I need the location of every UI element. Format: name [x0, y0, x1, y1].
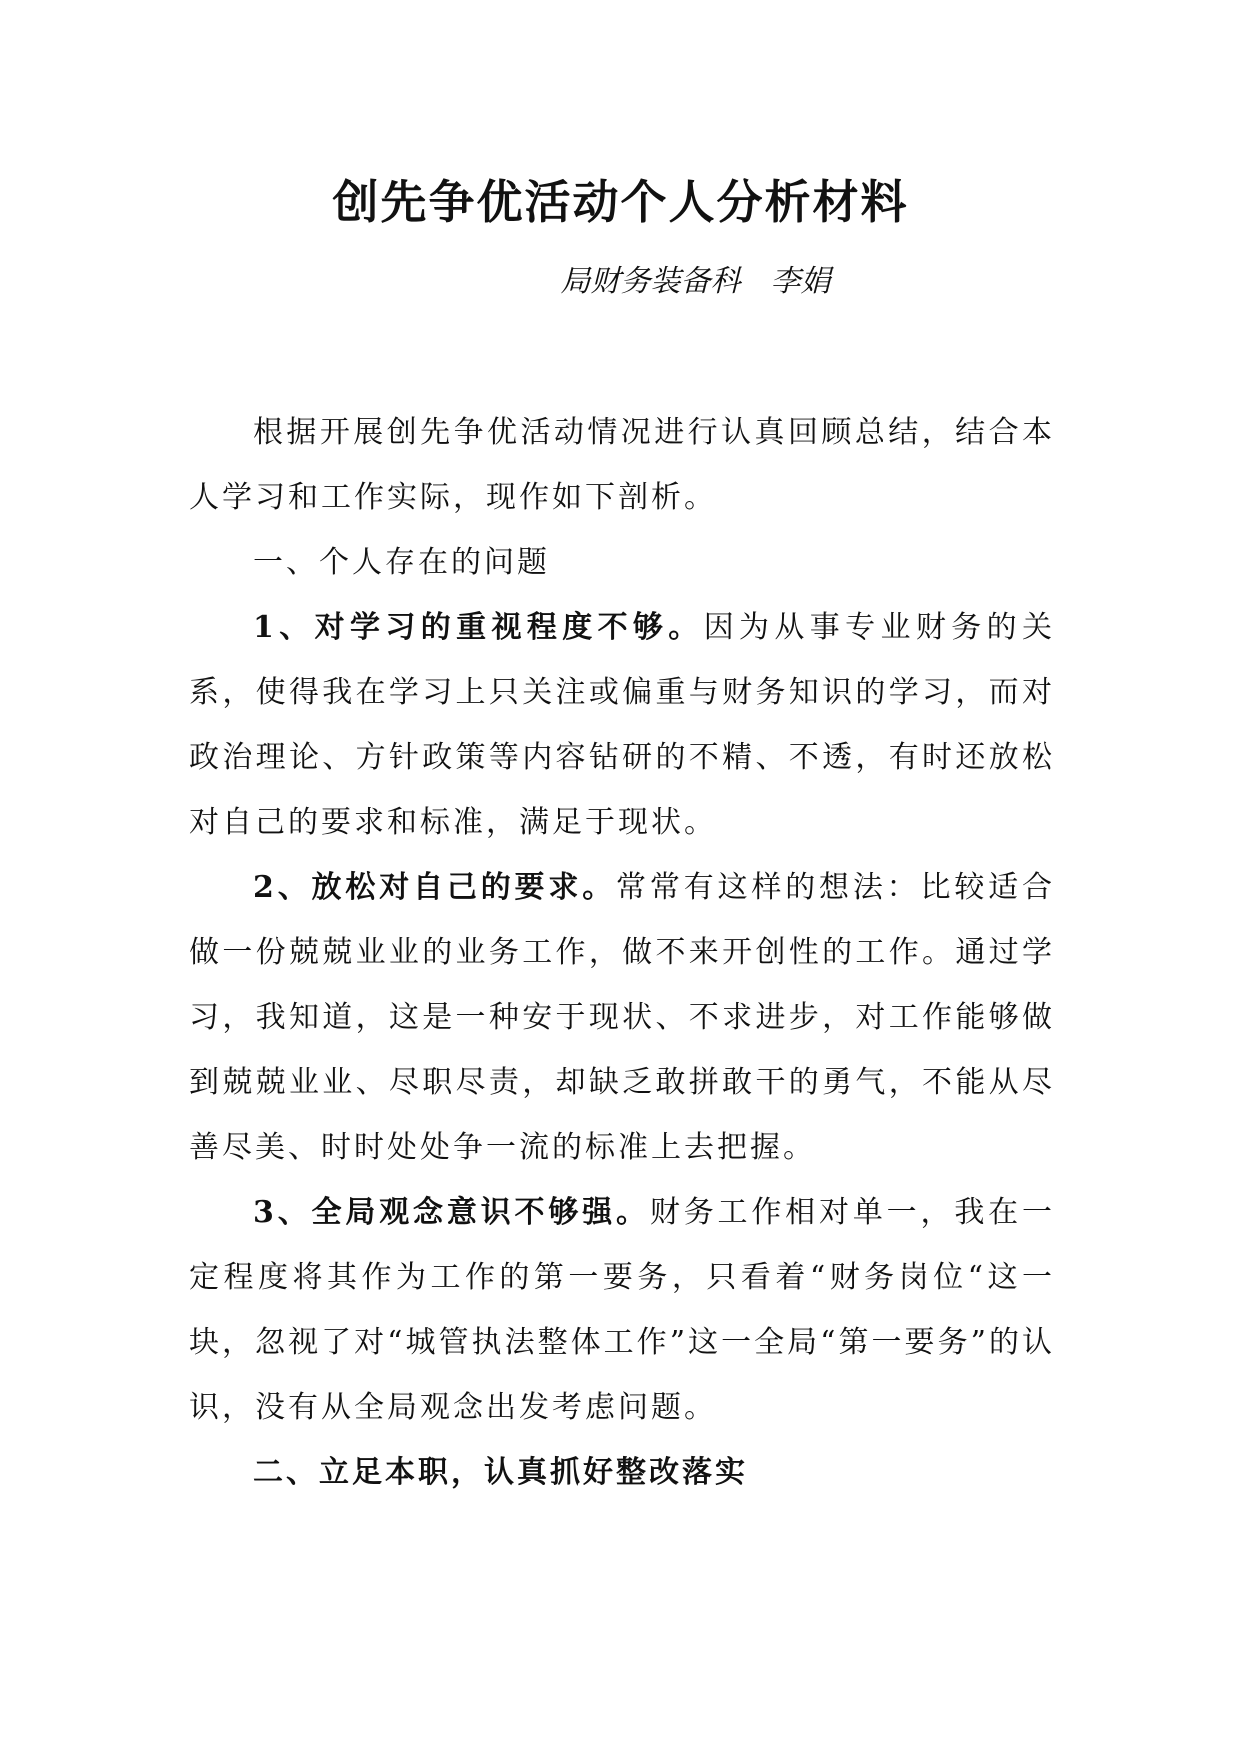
problem-item-2-lead: 2、放松对自己的要求。	[253, 870, 617, 905]
author-line	[0, 258, 1241, 306]
problem-item-2-text: 常常有这样的想法：比较适合做一份兢兢业业的业务工作，做不来开创性的工作。通过学习，我知道，这是一种安于现状、不求进步，对工作能够做到兢兢业业、尽职尽责，却缺乏敢拼敢干的勇气，不能从尽善尽美、时时处处争一流的标准上去把握。	[189, 870, 1056, 1165]
problem-item-3-lead: 3、全局观念意识不够强。	[253, 1195, 650, 1230]
problem-item-1-lead: 1、对学习的重视程度不够。	[253, 610, 704, 645]
problem-item-3	[189, 1180, 1055, 1440]
problem-item-1-text: 因为从事专业财务的关系，使得我在学习上只关注或偏重与财务知识的学习，而对政治理论、方针政策等内容钻研的不精、不透，有时还放松对自己的要求和标准，满足于现状。	[189, 610, 1056, 840]
problem-item-2	[189, 855, 1055, 1180]
section-heading-rectification: 二、立足本职，认真抓好整改落实	[253, 1455, 748, 1490]
document-title: 创先争优活动个人分析材料	[332, 175, 909, 229]
author-name: 李娟	[770, 264, 831, 299]
document-body	[189, 400, 1055, 1505]
intro-paragraph: 根据开展创先争优活动情况进行认真回顾总结，结合本人学习和工作实际，现作如下剖析。	[189, 415, 1055, 515]
problem-item-3-text: 财务工作相对单一，我在一定程度将其作为工作的第一要务，只看着“财务岗位“这一块，忽视了对“城管执法整体工作”这一全局“第一要务”的认识，没有从全局观念出发考虑问题。	[189, 1195, 1056, 1425]
author-department: 局财务装备科	[560, 264, 741, 299]
problem-item-1	[189, 595, 1055, 855]
section-heading-problems: 一、个人存在的问题	[253, 545, 550, 580]
